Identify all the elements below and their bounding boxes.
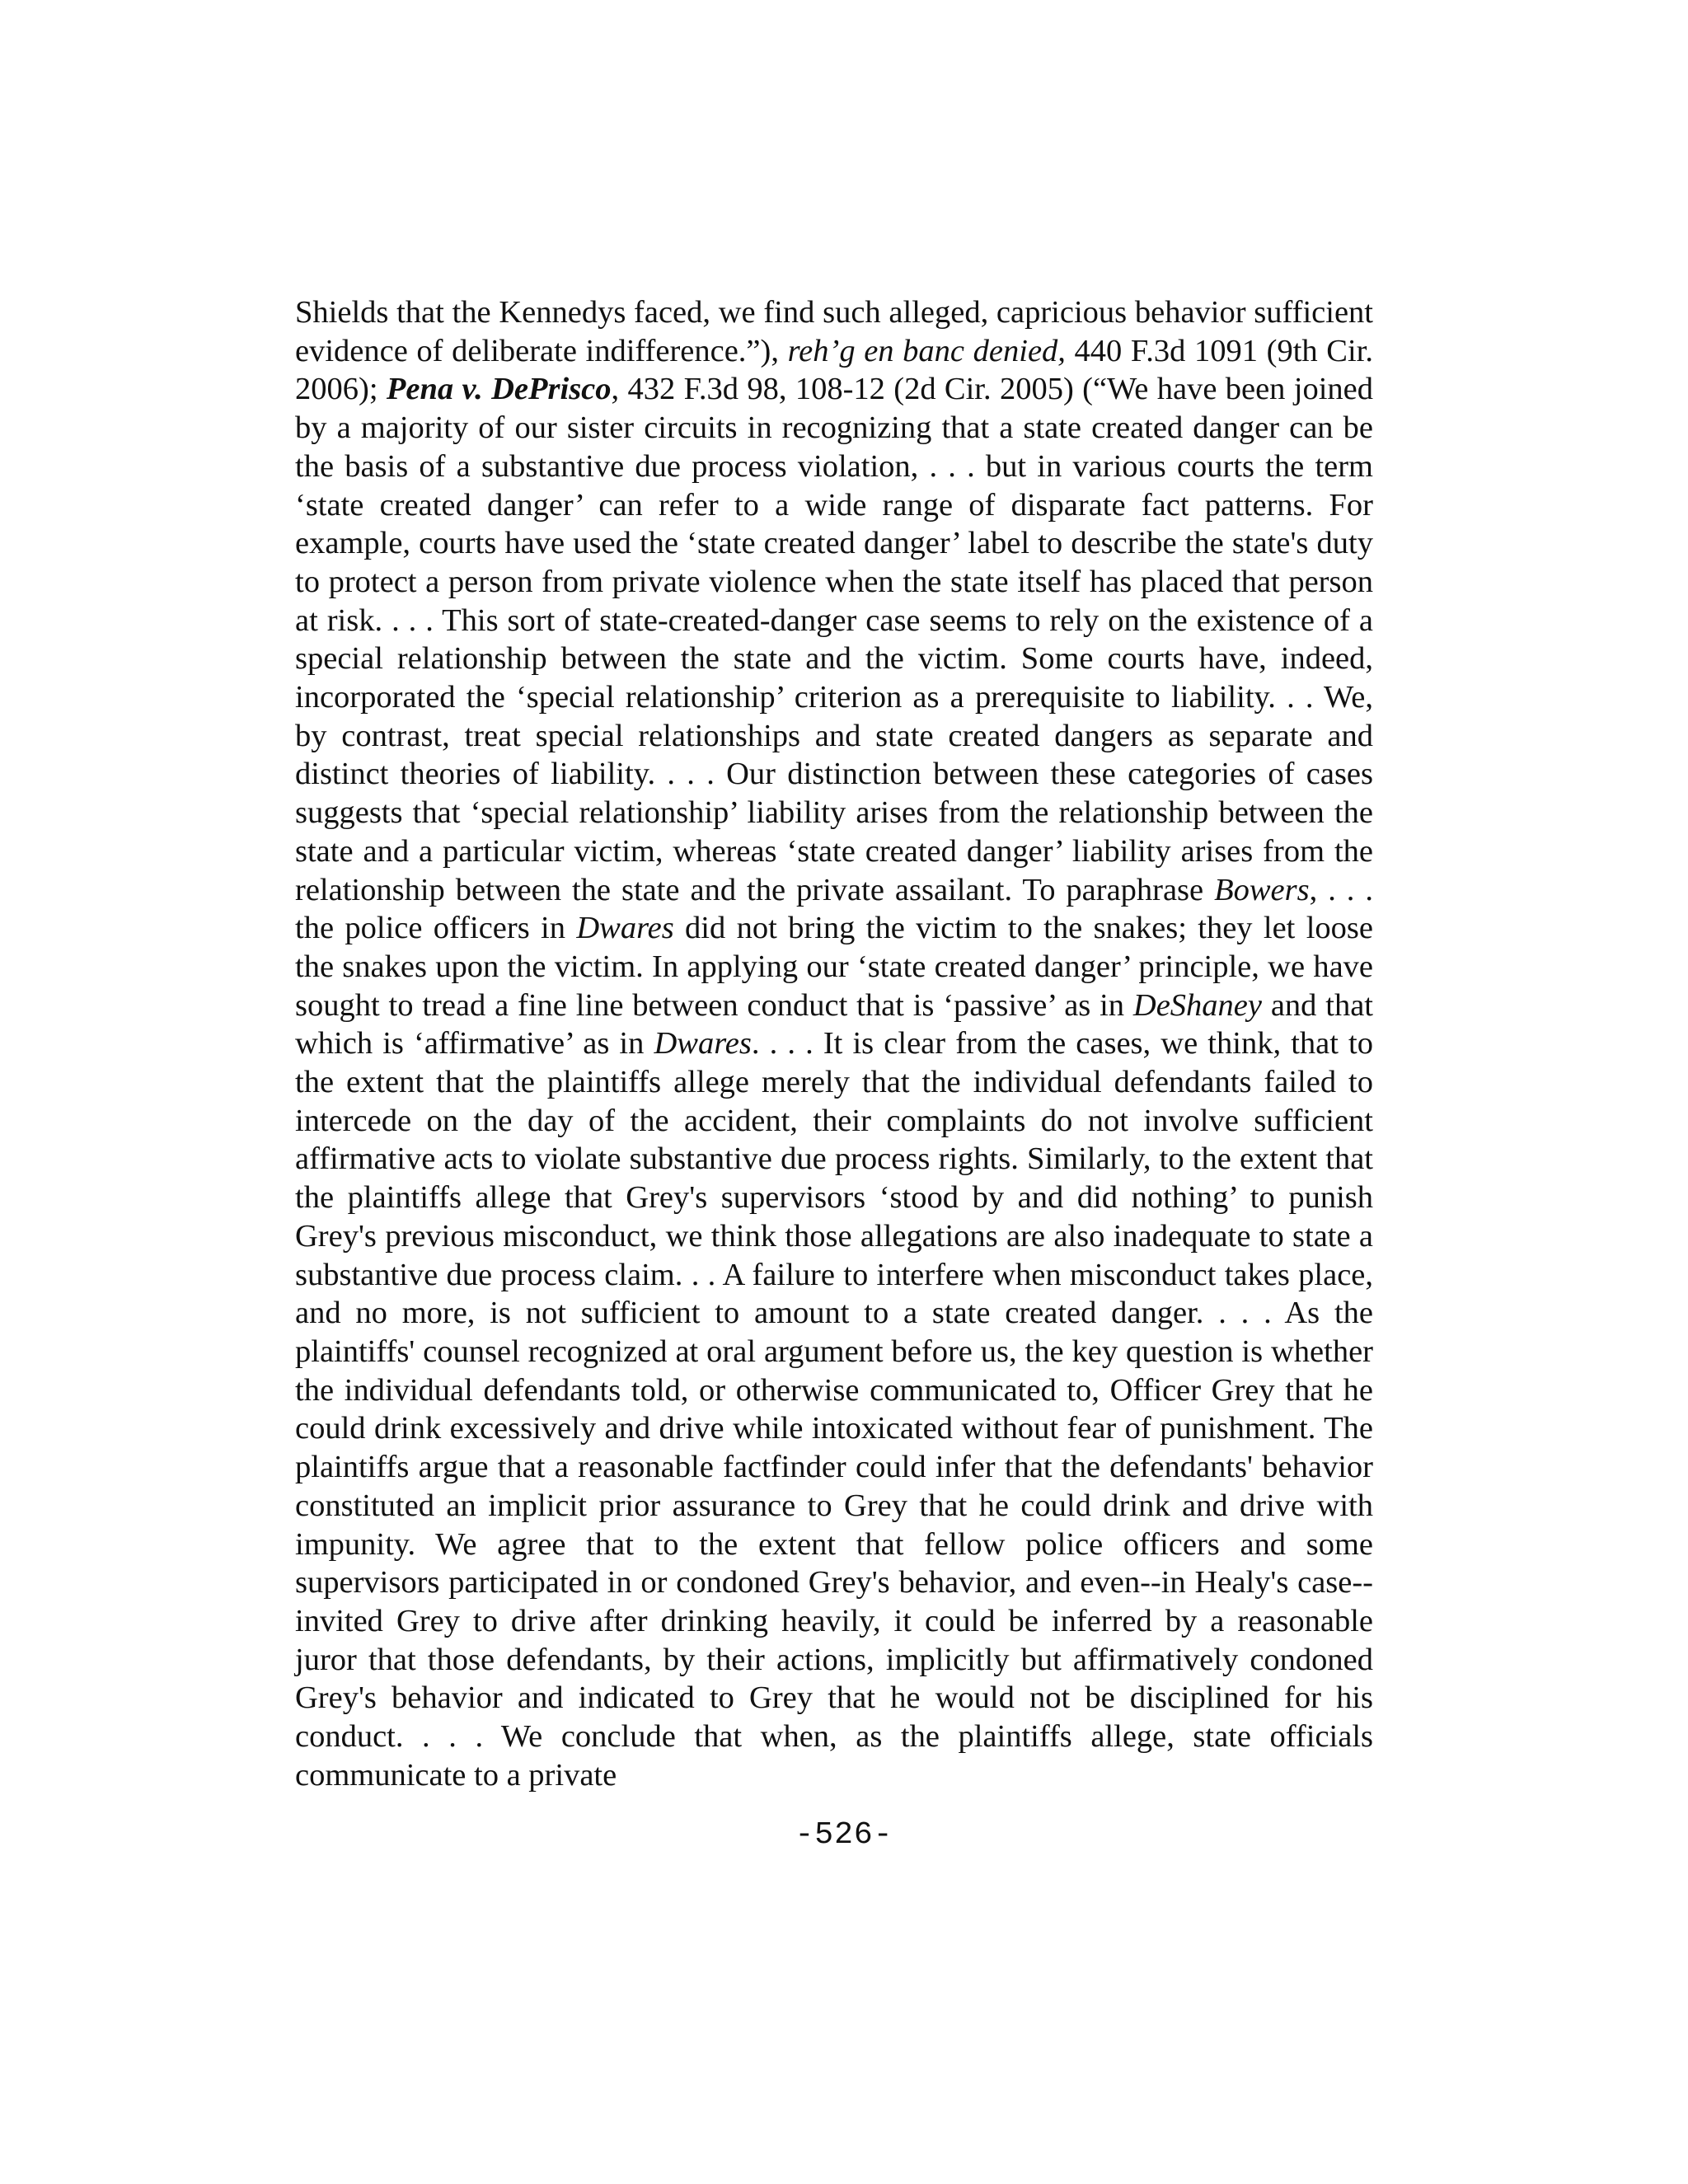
case-name-deshaney: DeShaney [1132, 987, 1262, 1023]
body-paragraph [295, 293, 1373, 1794]
text-run: , 432 F.3d 98, 108-12 (2d Cir. 2005) (“We have been joined by a majority of our sister circuits in recognizing that a state created danger can be the basis of a substantive due process violation, . . . but in various courts the term ‘state created danger’ can refer to a wide range of disparate fact patterns. For example, courts have used the ‘state created danger’ label to describe the state's duty to protect a person from private violence when the state itself has placed that person at risk. . . . This sort of state-created-danger case seems to rely on the existence of a special relationship between the state and the victim. Some courts have, indeed, incorporated the ‘special relationship’ criterion as a prerequisite to liability. . . We, by contrast, treat special relationships and state created dangers as separate and distinct theories of liability. . . . Our distinction between these categories of cases suggests that ‘special relationship’ liability arises from the relationship between the state and a particular victim, whereas ‘state created danger’ liability arises from the relationship between the state and the private assailant. To paraphrase [295, 372, 1373, 907]
page-number: -526- [795, 1817, 893, 1853]
text-run: . . . . It is clear from the cases, we think, that to the extent that the plaintiffs allege merely that the individual defendants failed to intercede on the day of the accident, their complaints do not involve sufficient affirmative acts to violate substantive due process rights. Similarly, to the extent that the plaintiffs allege that Grey's supervisors ‘stood by and did nothing’ to punish Grey's previous misconduct, we think those allegations are also inadequate to state a substantive due process claim. . . A failure to interfere when misconduct takes place, and no more, is not sufficient to amount to a state created danger. . . . As the plaintiffs' counsel recognized at oral argument before us, the key question is whether the individual defendants told, or otherwise communicated to, Officer Grey that he could drink excessively and drive while intoxicated without fear of punishment. The plaintiffs argue that a reasonable factfinder could infer that the defendants' behavior constituted an implicit prior assurance to Grey that he could drink and drive with impunity. We agree that to the extent that fellow police officers and some supervisors participated in or condoned Grey's behavior, and even--in Healy's case--invited Grey to drive after drinking heavily, it could be inferred by a reasonable juror that those defendants, by their actions, implicitly but affirmatively condoned Grey's behavior and indicated to Grey that he would not be disciplined for his conduct. . . . We conclude that when, as the plaintiffs allege, state officials communicate to a private [295, 1026, 1373, 1793]
case-name-bowers: Bowers [1214, 872, 1310, 907]
case-name-dwares: Dwares [654, 1026, 752, 1062]
text-run: did not bring the victim to the snakes; they let loose the snakes upon the victim. In applying our ‘state created danger’ principle, we have sought to tread a fine line between conduct that is ‘passive’ as in [295, 911, 1373, 1023]
text-run: Shields that the Kennedys faced, we find such alleged, capricious behavior sufficient evidence of deliberate indifference.”), [295, 295, 1373, 368]
text-run: 440 F.3d 1091 (9th Cir. 2006); [295, 333, 1374, 407]
case-name-pena: Pena v. DePrisco [386, 372, 612, 407]
case-name-dwares: Dwares [576, 911, 674, 946]
text-run: and that which is ‘affirmative’ as in [295, 987, 1373, 1062]
text-run: , . . . the police officers in [295, 872, 1374, 946]
italic-citation: reh’g en banc denied, [787, 333, 1066, 368]
